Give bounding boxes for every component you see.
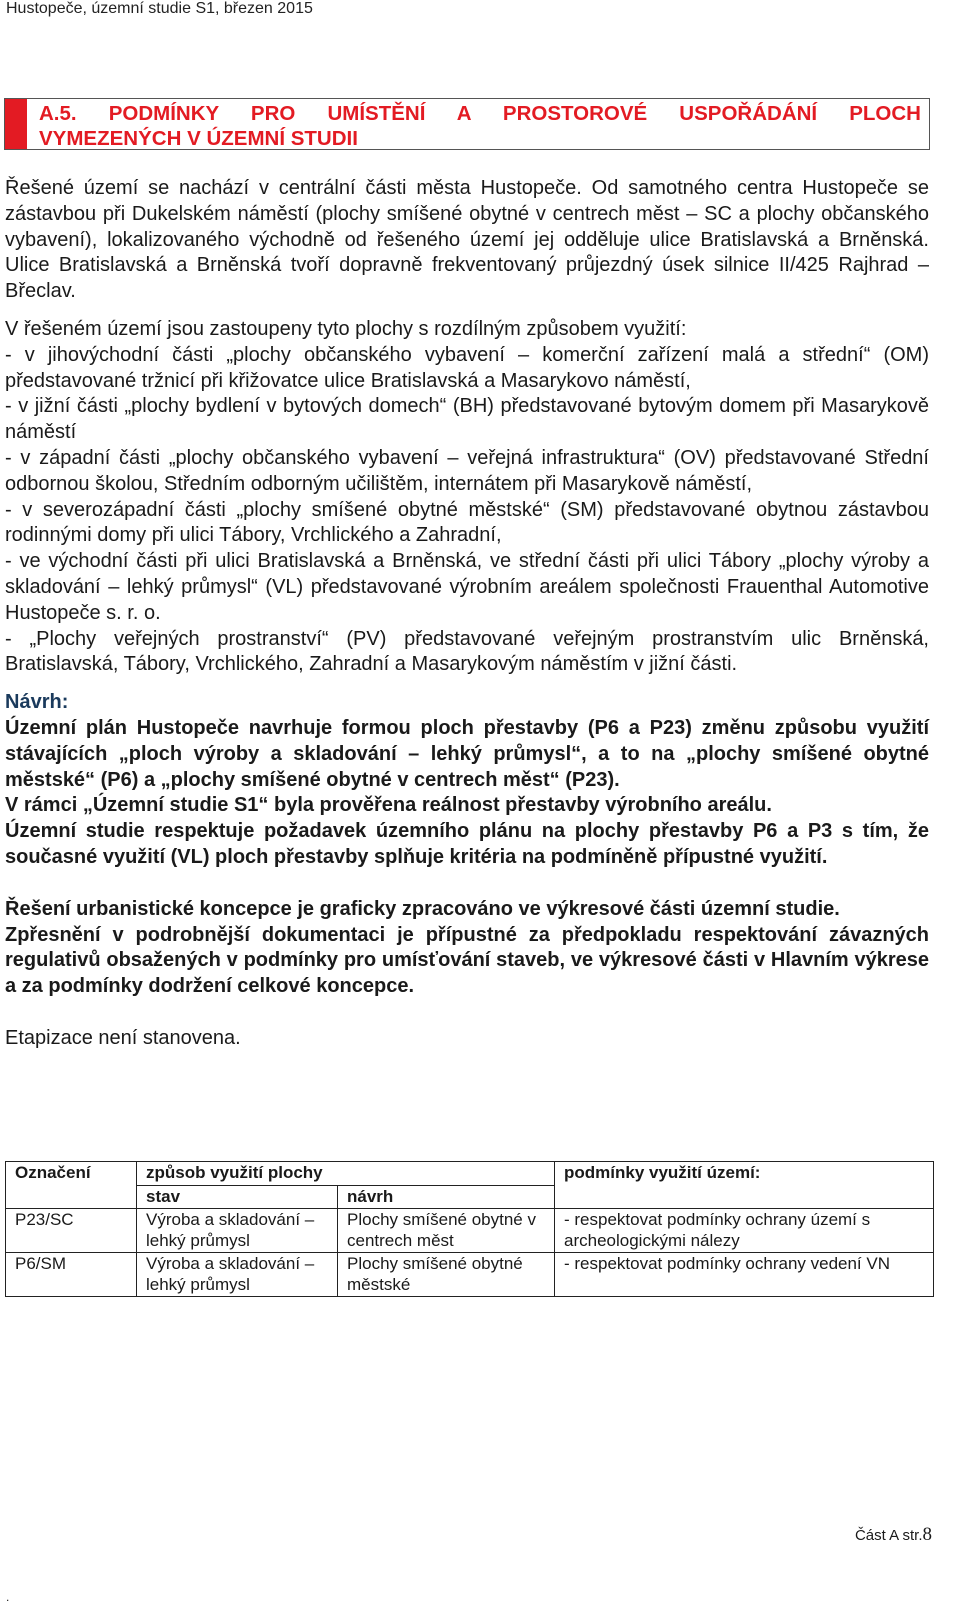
col-header-conditions: podmínky využití území:: [555, 1162, 934, 1209]
land-use-table: [5, 1161, 934, 1297]
section-heading-box: [4, 98, 930, 150]
row-label: P23/SC: [6, 1209, 137, 1253]
corner-mark: .: [6, 1590, 10, 1604]
row-current: Výroba a skladování – lehký průmysl: [137, 1209, 338, 1253]
row-current: Výroba a skladování – lehký průmysl: [137, 1253, 338, 1297]
refinement-paragraph: Zpřesnění v podrobnější dokumentaci je přípustné za předpokladu respektování závazných regulativů obsažených v podmínky pro umísťování staveb, ve výkresové části v Hlavním výkrese a za podmínky dodržení celkové koncepce.: [5, 923, 929, 998]
page-footer: [855, 1524, 932, 1546]
section-number: A.5.: [39, 102, 77, 125]
land-use-item: - v západní části „plochy občanského vybavení – veřejná infrastruktura“ (OV) představované Střední odbornou školou, Středním odborným učilištěm, internátem při Masarykově náměstí,: [5, 446, 929, 495]
proposal-text: Územní plán Hustopeče navrhuje formou ploch přestavby (P6 a P23) změnu způsobu využití stávajících „ploch výroby a skladování – lehký průmysl“, a to na „plochy smíšené obytné městské“ (P6) a „plochy smíšené obytné v centrech měst“ (P23).: [5, 716, 929, 791]
table-header-row: [6, 1162, 934, 1186]
land-use-item: - v severozápadní části „plochy smíšené obytné městské“ (SM) představované obytnou zástavbou rodinnými domy při ulici Tábory, Vrchlického a Zahradní,: [5, 498, 929, 547]
col-header-proposal: návrh: [338, 1185, 555, 1209]
section-accent-bar: [5, 99, 27, 149]
col-header-usage: způsob využití plochy: [137, 1162, 555, 1186]
col-header-label: Označení: [6, 1162, 137, 1209]
proposal-heading: Návrh:: [5, 691, 69, 714]
row-conditions: - respektovat podmínky ochrany vedení VN: [555, 1253, 934, 1297]
proposal-text: Územní studie respektuje požadavek územního plánu na plochy přestavby P6 a P3 s tím, že současné využití (VL) ploch přestavby splňuje kritéria na podmíněně přípustné využití.: [5, 820, 929, 868]
land-use-item: - „Plochy veřejných prostranství“ (PV) představované veřejným prostranstvím ulic Brněnská, Bratislavská, Tábory, Vrchlického, Zahradní a Masarykovým náměstím v jižní části.: [5, 627, 929, 676]
row-label: P6/SM: [6, 1253, 137, 1297]
document-header: Hustopeče, územní studie S1, březen 2015: [6, 0, 313, 17]
land-use-item: - ve východní části při ulici Bratislavská a Brněnská, ve střední části při ulici Tábory „plochy výroby a skladování – lehký průmysl“ (VL) představované výrobním areálem společnosti Frauenthal Automotive Hustopeče s. r. o.: [5, 550, 929, 624]
table-row: [6, 1253, 934, 1297]
footer-label: Část A str.: [854, 1527, 923, 1544]
phasing-note: Etapizace není stanovena.: [5, 1026, 241, 1049]
section-title: [39, 101, 921, 151]
land-use-item: - v jihovýchodní části „plochy občanského vybavení – komerční zařízení malá a střední“ (OM) představované tržnicí při křižovatce ulice Bratislavská a Masarykovo náměstí,: [5, 343, 929, 392]
row-proposal: Plochy smíšené obytné městské: [338, 1253, 555, 1297]
page-number: 8: [922, 1524, 932, 1545]
urban-concept-paragraph: Řešení urbanistické koncepce je graficky zpracováno ve výkresové části územní studie.: [5, 897, 840, 920]
row-conditions: - respektovat podmínky ochrany území s archeologickými nálezy: [555, 1209, 934, 1253]
proposal-text: V rámci „Územní studie S1“ byla prověřena reálnost přestavby výrobního areálu.: [5, 794, 772, 817]
land-use-item: - v jižní části „plochy bydlení v bytových domech“ (BH) představované bytovým domem při Masarykově náměstí: [5, 395, 929, 444]
main-content: [5, 176, 929, 1052]
table-row: [6, 1209, 934, 1253]
intro-paragraph: Řešené území se nachází v centrální části města Hustopeče. Od samotného centra Hustopeče se zástavbou při Dukelském náměstí (plochy smíšené obytné v centrech měst – SC a plochy občanského vybavení), lokalizovaného východně od řešeného území jej odděluje ulice Bratislavská a Brněnská. Ulice Bratislavská a Brněnská tvoří dopravně frekventovaný průjezdný úsek silnice II/425 Rajhrad – Břeclav.: [5, 177, 929, 303]
row-proposal: Plochy smíšené obytné v centrech měst: [338, 1209, 555, 1253]
section-title-line1: PODMÍNKY PRO UMÍSTĚNÍ A PROSTOROVÉ USPOŘÁDÁNÍ PLOCH: [108, 102, 921, 125]
col-header-current: stav: [137, 1185, 338, 1209]
land-use-lead: V řešeném území jsou zastoupeny tyto plochy s rozdílným způsobem využití:: [5, 317, 687, 340]
section-title-line2: VYMEZENÝCH V ÚZEMNÍ STUDII: [39, 127, 358, 150]
